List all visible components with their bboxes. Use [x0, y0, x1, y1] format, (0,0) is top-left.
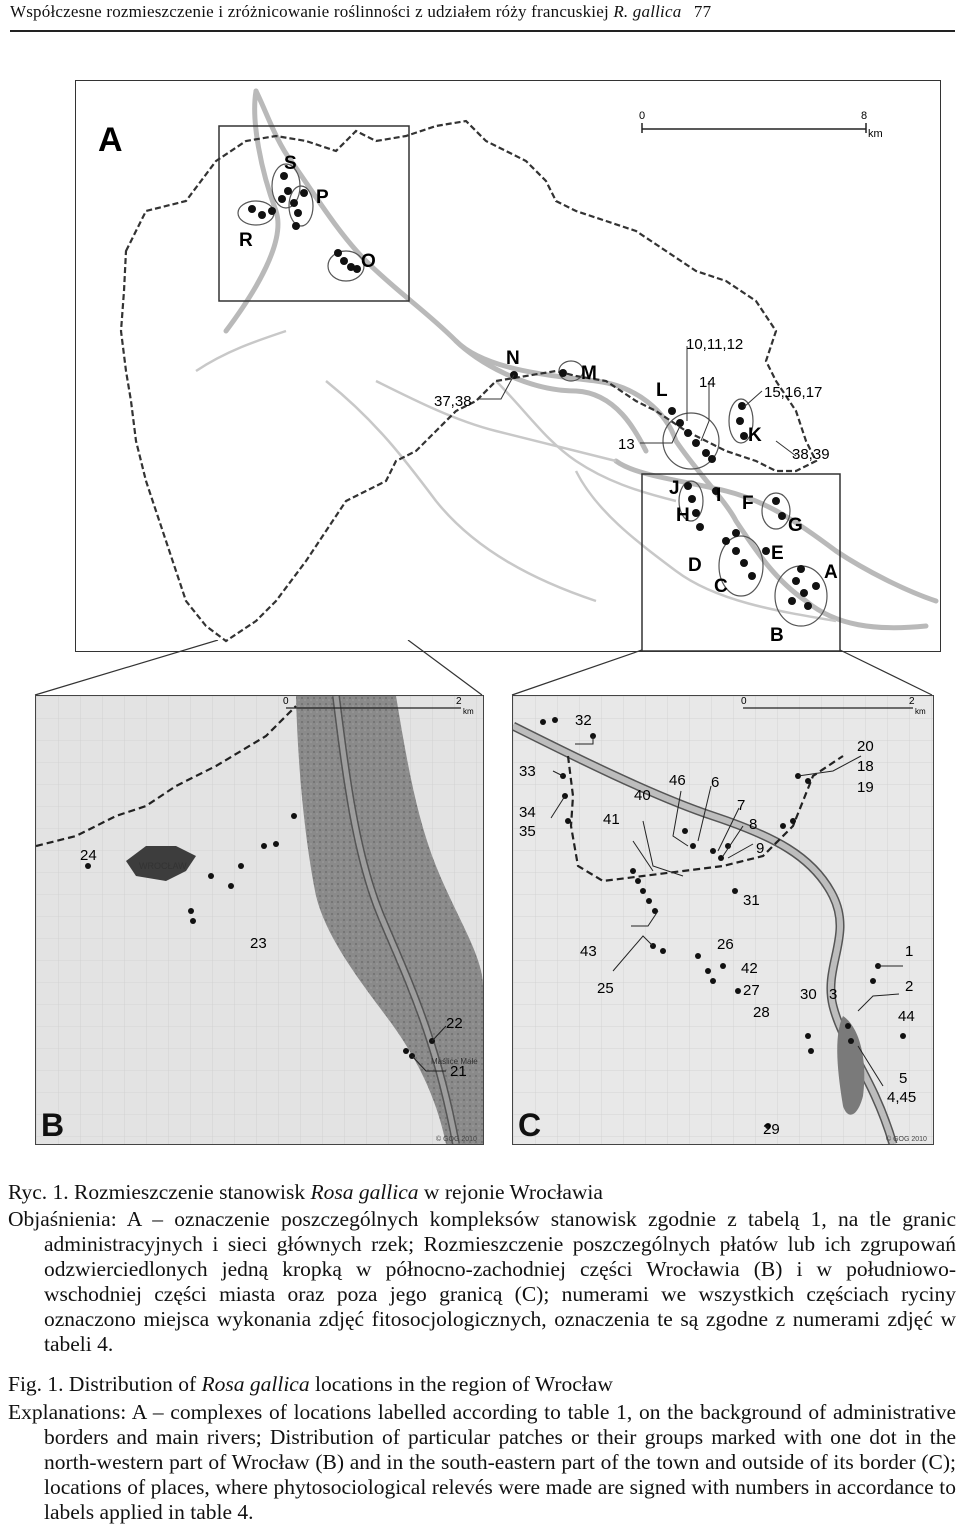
scale-max-label: 2: [456, 696, 462, 707]
caption-body-pl: [8, 1207, 956, 1357]
location-dot: [668, 407, 676, 415]
location-dot: [748, 572, 756, 580]
panel-letter-a: A: [98, 121, 123, 159]
number-label: 33: [519, 763, 536, 780]
complex-label: D: [688, 555, 702, 576]
complex-label: G: [788, 515, 803, 536]
number-label: 6: [711, 774, 720, 791]
number-label: 9: [756, 840, 765, 857]
caption-title-pl: [8, 1180, 956, 1205]
location-dot: [238, 863, 244, 869]
scale-max-label: 2: [909, 696, 915, 707]
location-dot: [732, 888, 738, 894]
number-label: 7: [737, 797, 746, 814]
location-dot: [684, 429, 692, 437]
number-label: 42: [741, 960, 758, 977]
number-label: 34: [519, 804, 536, 821]
scale-max-label: 8: [861, 110, 868, 122]
location-dot: [692, 509, 700, 517]
location-dot: [805, 1033, 811, 1039]
number-label: 1: [905, 943, 914, 960]
caption-text-pl: Objaśnienia: A – oznaczenie poszczególnych kompleksów stanowisk zgodnie z tabelą 1, na tle granic administracyjnych i sieci głównych rzek; Rozmieszczenie poszczególnych płatów lub ich zgrupowań odzwierciedlonych jedną kropką w północno-zachodniej części Wrocławia (B) i w południowo-wschodniej części miasta oraz poza jego granicą (C); numerami we wszystkich częściach ryciny oznaczono miejsca wykonania zdjęć fitosocjologicznych, oznaczenia te są zgodne z numerami zdjęć w tabeli 4.: [8, 1207, 956, 1356]
location-dot: [710, 848, 716, 854]
number-label: 2: [905, 978, 914, 995]
location-dot: [722, 537, 730, 545]
location-dot: [646, 898, 652, 904]
complex-label: P: [316, 187, 329, 208]
number-label: 37,38: [434, 393, 472, 410]
caption-title-text: Ryc. 1. Rozmieszczenie stanowisk: [8, 1180, 311, 1204]
location-dot: [848, 1038, 854, 1044]
location-dot: [736, 417, 744, 425]
location-dot: [273, 841, 279, 847]
location-dot: [900, 1033, 906, 1039]
number-label: 18: [857, 758, 874, 775]
location-dot: [635, 878, 641, 884]
location-dot: [705, 968, 711, 974]
complex-label: N: [506, 348, 520, 369]
location-dot: [812, 582, 820, 590]
location-dot: [780, 823, 786, 829]
number-label: 22: [446, 1015, 463, 1032]
location-dot: [710, 978, 716, 984]
place-label: Maślice Małe: [431, 1057, 478, 1066]
number-label: 40: [634, 787, 651, 804]
copyright-label: © GOG 2010: [886, 1136, 927, 1143]
number-label: 28: [753, 1004, 770, 1021]
location-dot: [695, 953, 701, 959]
number-label: 5: [899, 1070, 908, 1087]
location-dot: [800, 589, 808, 597]
complex-label: A: [824, 562, 838, 583]
location-dot: [740, 432, 748, 440]
number-label: 29: [763, 1121, 780, 1138]
location-dot: [684, 482, 692, 490]
location-dot: [334, 249, 342, 257]
location-dot: [284, 187, 292, 195]
detail-map-c: [512, 695, 934, 1145]
number-label: 35: [519, 823, 536, 840]
number-label: 14: [699, 374, 716, 391]
complex-label: M: [581, 363, 597, 384]
location-dot: [294, 209, 302, 217]
panel-letter-c: C: [518, 1107, 542, 1143]
caption-title-text: locations in the region of Wrocław: [309, 1372, 613, 1396]
scale-zero-label: 0: [283, 696, 289, 707]
number-label: 19: [857, 779, 874, 796]
number-label: 23: [250, 935, 267, 952]
location-dot: [559, 369, 567, 377]
location-dot: [740, 559, 748, 567]
location-dot: [552, 717, 558, 723]
location-dot: [403, 1048, 409, 1054]
scale-zero-label: 0: [639, 110, 646, 122]
location-dot: [692, 439, 700, 447]
location-dot: [300, 189, 308, 197]
caption-title-en: [8, 1372, 956, 1397]
location-dot: [660, 948, 666, 954]
header-text: Współczesne rozmieszczenie i zróżnicowanie roślinności z udziałem róży francuskiej: [10, 2, 614, 21]
number-label: 10,11,12: [686, 336, 744, 353]
complex-label: B: [770, 625, 784, 646]
number-label: 24: [80, 847, 97, 864]
place-label: WROCŁAW: [139, 861, 187, 871]
location-dot: [676, 419, 684, 427]
location-dot: [870, 978, 876, 984]
location-dot: [762, 547, 770, 555]
location-dot: [735, 988, 741, 994]
caption-species: Rosa gallica: [201, 1372, 310, 1396]
detail-map-b-svg: [36, 696, 483, 1144]
caption-species: Rosa gallica: [310, 1180, 419, 1204]
complex-label: I: [716, 485, 722, 506]
location-dot: [290, 199, 298, 207]
header-species: R. gallica: [613, 2, 682, 21]
location-dot: [690, 843, 696, 849]
number-label: 43: [580, 943, 597, 960]
complex-letter-labels: [239, 153, 838, 646]
running-header: [10, 2, 955, 32]
complex-label: J: [669, 478, 680, 499]
complex-label: L: [656, 380, 668, 401]
inset-connector-lines: [0, 640, 960, 700]
location-dot: [258, 211, 266, 219]
number-label: 38,39: [792, 446, 830, 463]
location-dot: [292, 222, 300, 230]
number-label: 41: [603, 811, 620, 828]
location-dot: [845, 1023, 851, 1029]
location-dot: [778, 512, 786, 520]
number-label: 25: [597, 980, 614, 997]
location-dot: [291, 813, 297, 819]
number-label: 21: [450, 1063, 467, 1080]
location-dots: [248, 172, 823, 610]
location-dot: [688, 495, 696, 503]
caption-text-en: Explanations: A – complexes of locations labelled according to table 1, on the background of administrative borders and main rivers; Distribution of particular patches or their groups marked with one dot in the north-western part of Wrocław (B) and in the south-eastern part of the town and outside of its border (C); locations of places, where phytosociological relevés were made are signed with numbers in accordance to labels applied in table 4.: [8, 1400, 956, 1524]
location-dot: [268, 207, 276, 215]
location-dot: [708, 455, 716, 463]
location-dot: [808, 1048, 814, 1054]
number-label: 13: [618, 436, 635, 453]
location-dot: [188, 908, 194, 914]
number-label: 31: [743, 892, 760, 909]
number-label: 32: [575, 712, 592, 729]
location-dot: [261, 843, 267, 849]
location-dot: [792, 577, 800, 585]
complex-label: K: [748, 425, 762, 446]
number-label: 15,16,17: [764, 384, 823, 401]
number-label: 3: [829, 986, 838, 1003]
caption-title-text: Fig. 1. Distribution of: [8, 1372, 202, 1396]
location-dot: [790, 818, 796, 824]
overview-map-svg: [76, 81, 940, 651]
panel-letter-b: B: [41, 1107, 65, 1143]
location-dot: [228, 883, 234, 889]
location-dot: [340, 257, 348, 265]
number-label: 4,45: [887, 1089, 917, 1106]
location-dot: [788, 597, 796, 605]
location-dot: [804, 602, 812, 610]
location-dot: [565, 818, 571, 824]
location-dot: [353, 265, 361, 273]
location-dot: [732, 529, 740, 537]
number-label: 27: [743, 982, 760, 999]
detail-map-c-svg: [513, 696, 933, 1144]
complex-label: O: [361, 251, 376, 272]
number-label: 30: [800, 986, 817, 1003]
page-number: 77: [693, 2, 712, 21]
complex-label: H: [676, 505, 690, 526]
location-dot: [208, 873, 214, 879]
location-dot: [732, 547, 740, 555]
location-dot: [630, 868, 636, 874]
scale-unit-label: km: [915, 707, 926, 716]
complex-label: R: [239, 230, 253, 251]
complex-outlines: [238, 164, 827, 626]
scale-unit-label: km: [868, 128, 883, 140]
number-label: 26: [717, 936, 734, 953]
number-label: 46: [669, 772, 686, 789]
complex-label: C: [714, 576, 728, 597]
number-label: 8: [749, 816, 758, 833]
location-dot: [640, 888, 646, 894]
location-dot: [702, 449, 710, 457]
location-dot: [772, 497, 780, 505]
location-dot: [248, 205, 256, 213]
complex-label: F: [742, 493, 754, 514]
number-label: 44: [898, 1008, 915, 1025]
main-rivers: [226, 91, 936, 628]
location-dot: [278, 195, 286, 203]
number-label: 20: [857, 738, 874, 755]
location-dot: [805, 778, 811, 784]
location-dot: [190, 918, 196, 924]
location-dot: [682, 828, 688, 834]
complex-label: E: [771, 543, 784, 564]
complex-label: S: [284, 153, 297, 174]
location-dot: [720, 963, 726, 969]
scale-bar-a: [639, 110, 883, 140]
detail-map-b: [35, 695, 484, 1145]
location-dot: [540, 719, 546, 725]
location-dot: [696, 523, 704, 531]
caption-body-en: [8, 1400, 956, 1525]
scale-unit-label: km: [463, 707, 474, 716]
copyright-label: © GOG 2010: [436, 1136, 477, 1143]
location-dot: [797, 565, 805, 573]
caption-title-text: w rejonie Wrocławia: [418, 1180, 603, 1204]
scale-zero-label: 0: [741, 696, 747, 707]
overview-map-a: [75, 80, 941, 652]
